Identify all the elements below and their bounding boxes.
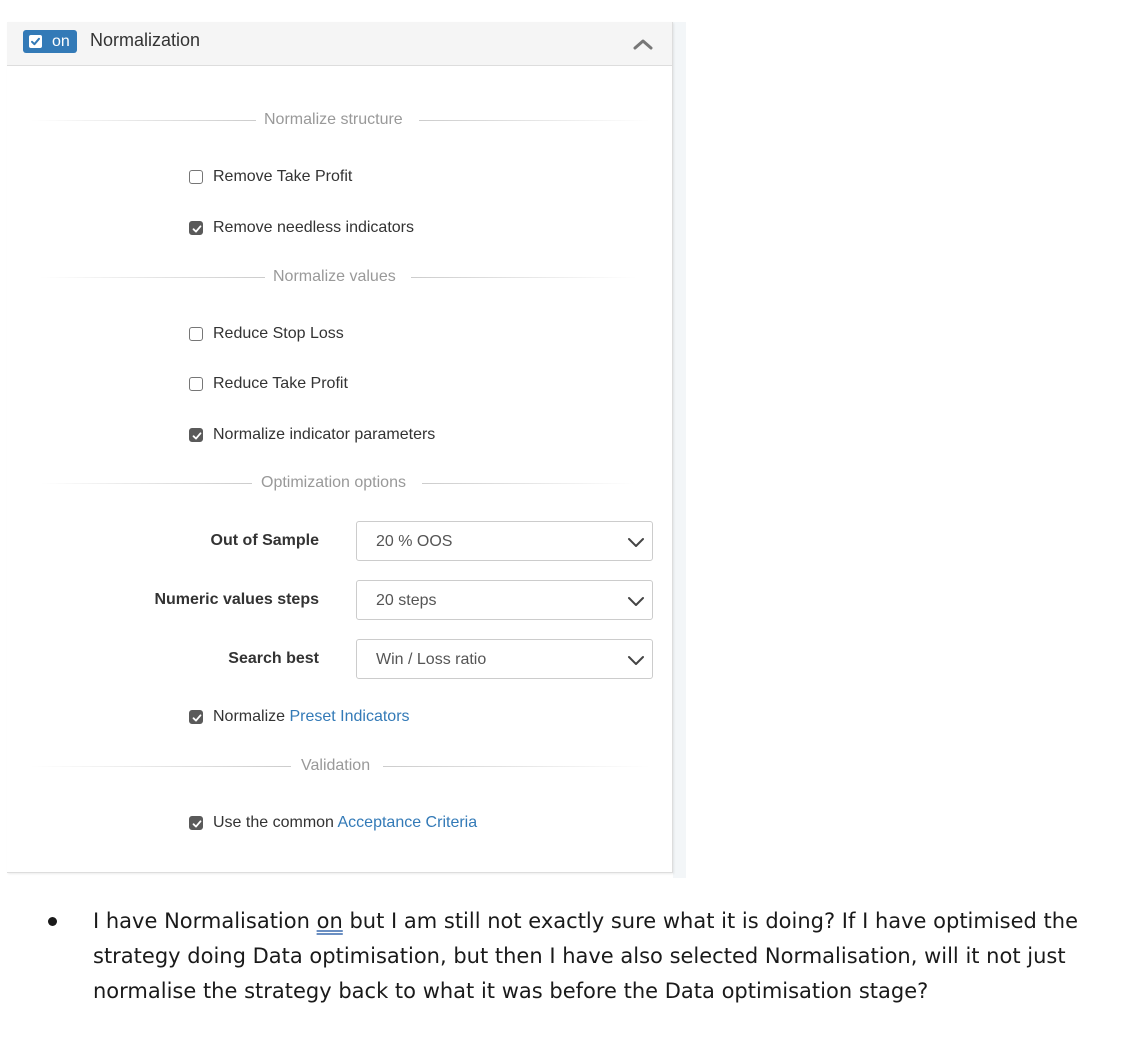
reduce-stop-loss-checkbox[interactable]: [189, 327, 203, 341]
normalization-toggle[interactable]: [23, 30, 77, 53]
normalize-indicator-parameters-label: Normalize indicator parameters: [213, 426, 436, 443]
preset-indicators-link[interactable]: Preset Indicators: [289, 708, 410, 725]
bullet-icon: [48, 917, 57, 926]
section-normalize-values: [30, 267, 650, 287]
acceptance-criteria-label: [213, 813, 477, 832]
section-title: Normalize values: [273, 268, 396, 285]
remove-take-profit-checkbox[interactable]: [189, 170, 203, 184]
reduce-take-profit-label: Reduce Take Profit: [213, 375, 348, 392]
panel-title: Normalization: [90, 30, 201, 50]
section-normalize-structure: [30, 110, 650, 130]
section-title: Optimization options: [261, 474, 406, 491]
normalize-indicator-parameters-checkbox[interactable]: [189, 428, 203, 442]
chevron-down-icon: [627, 653, 645, 665]
select-value: Win / Loss ratio: [376, 651, 487, 668]
out-of-sample-select[interactable]: [356, 521, 653, 561]
label-prefix: Use the common: [213, 814, 338, 831]
note-underlined: on: [316, 909, 343, 933]
panel-header: [7, 22, 672, 66]
note-part-1: I have Normalisation: [93, 909, 317, 933]
reduce-stop-loss-label: Reduce Stop Loss: [213, 325, 344, 342]
check-icon: [29, 35, 42, 48]
section-title: Validation: [301, 757, 371, 774]
select-value: 20 % OOS: [376, 533, 453, 550]
out-of-sample-label: Out of Sample: [210, 532, 319, 549]
label-prefix: Normalize: [213, 708, 290, 725]
chevron-up-icon[interactable]: [632, 37, 654, 51]
acceptance-criteria-checkbox[interactable]: [189, 816, 203, 830]
normalize-preset-indicators-checkbox[interactable]: [189, 710, 203, 724]
chevron-down-icon: [627, 594, 645, 606]
remove-needless-indicators-checkbox[interactable]: [189, 221, 203, 235]
select-value: 20 steps: [376, 592, 437, 609]
numeric-values-steps-select[interactable]: [356, 580, 653, 620]
normalize-preset-indicators-label: [213, 707, 410, 726]
section-validation: [30, 756, 650, 776]
numeric-values-steps-label: Numeric values steps: [154, 591, 319, 608]
panel-edge: [673, 22, 686, 878]
reduce-take-profit-checkbox[interactable]: [189, 377, 203, 391]
toggle-label: on: [52, 33, 70, 50]
note-part-2: but I am still not exactly sure what it is doing? If I have optimised the strategy doing Data optimisation, but then I have also selected Normalisation, will it not just normalise the strategy back to what it was before the Data optimisation stage?: [93, 909, 1079, 1003]
search-best-select[interactable]: [356, 639, 653, 679]
note-text: [93, 904, 1108, 1009]
remove-needless-indicators-label: Remove needless indicators: [213, 219, 414, 236]
section-optimization-options: [30, 473, 650, 493]
search-best-label: Search best: [228, 650, 319, 667]
remove-take-profit-label: Remove Take Profit: [213, 168, 353, 185]
chevron-down-icon: [627, 535, 645, 547]
section-title: Normalize structure: [264, 111, 403, 128]
acceptance-criteria-link[interactable]: Acceptance Criteria: [337, 814, 478, 831]
normalization-panel: [7, 22, 673, 873]
